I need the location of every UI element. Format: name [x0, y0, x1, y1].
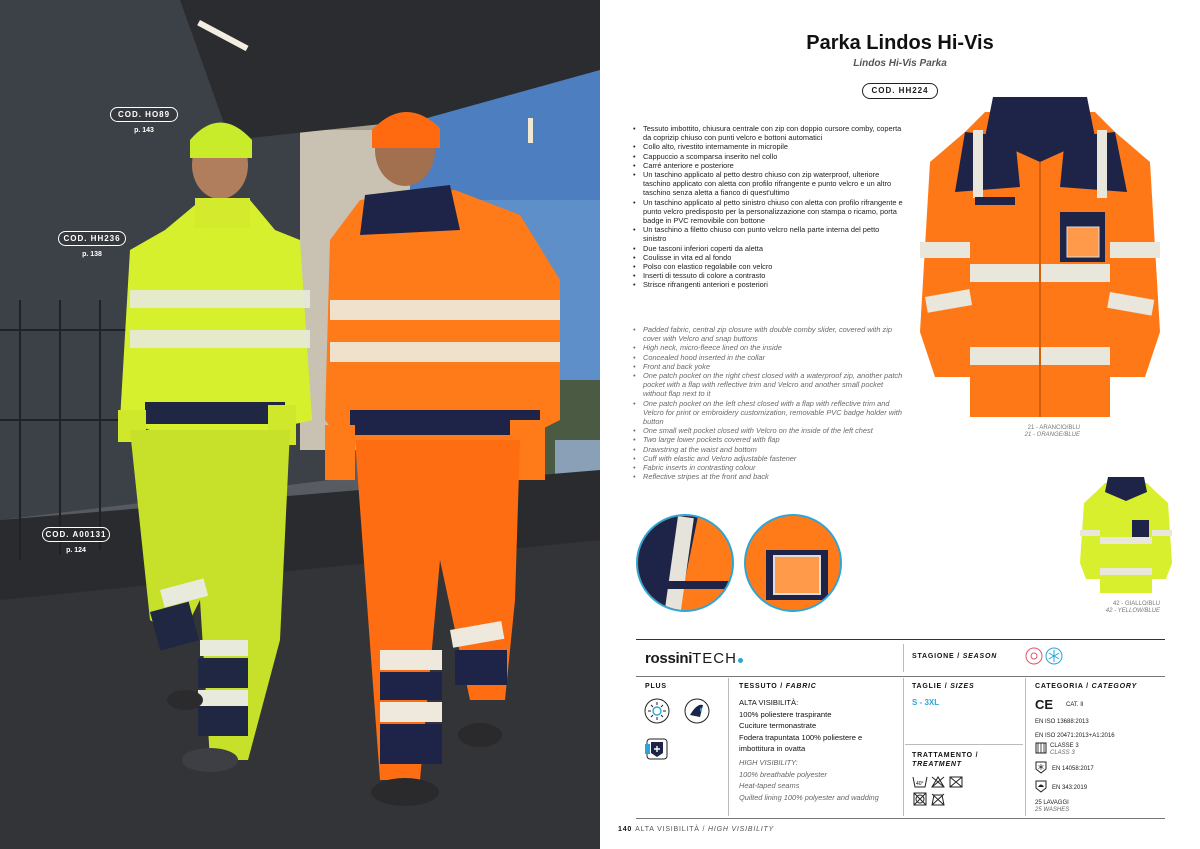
code-badge-hat: COD. HO89 [110, 107, 178, 122]
cold-shield-icon [1035, 761, 1047, 774]
brand-logo-light: TECH [692, 650, 737, 667]
fabric-description-en [739, 757, 899, 803]
divider [728, 678, 729, 816]
fabric-label: TESSUTO / FABRIC [739, 683, 817, 690]
fabric-line: ALTA VISIBILITÀ: [739, 698, 799, 707]
feature-item: • Collo alto, rivestito internamente in micropile [633, 142, 903, 151]
fabric-line-en: Heat-taped seams [739, 781, 800, 790]
class-rating [1050, 743, 1079, 757]
category-label-it: CATEGORIA [1035, 683, 1084, 690]
plus-icons [643, 697, 721, 763]
fabric-line-en: HIGH VISIBILITY: [739, 758, 798, 767]
detail-pocket-image [744, 514, 842, 612]
feature-item-en: • Drawstring at the waist and bottom [633, 445, 903, 454]
table-bottom-rule [636, 818, 1165, 819]
treatment-label: TRATTAMENTO / [912, 752, 979, 759]
features-english [633, 325, 903, 481]
feature-item: • Cappuccio a scomparsa inserito nel collo [633, 152, 903, 161]
color-yellow-it: 42 - GIALLO/BLU [1112, 601, 1160, 607]
feature-item-en: • Fabric inserts in contrasting colour [633, 463, 903, 472]
sizes-label-en: SIZES [950, 683, 975, 690]
washes-en: 25 WASHES [1035, 807, 1070, 813]
page-footer: 140 ALTA VISIBILITÀ / HIGH VISIBILITY [618, 826, 775, 833]
footer-section-it: ALTA VISIBILITÀ [635, 826, 700, 833]
feature-item: • Inserti di tessuto di colore a contrasto [633, 271, 903, 280]
fabric-label-it: TESSUTO [739, 683, 778, 690]
divider [903, 644, 904, 672]
feature-item: • Coulisse in vita ed al fondo [633, 253, 903, 262]
feature-item: • Un taschino applicato al petto sinistro chiuso con aletta con profilo rifrangente e punto velcro predisposto per la personalizzazione con stampa o ricamo, porta badge in PVC removibile con bottone [633, 198, 903, 226]
feature-item-en: • High neck, micro-fleece lined on the inside [633, 343, 903, 352]
code-badge-trousers: COD. A00131 [42, 527, 110, 542]
plus-label: PLUS [645, 683, 667, 690]
rain-shield-icon [1035, 780, 1047, 793]
brand-logo [645, 650, 743, 667]
feature-item: • Due tasconi inferiori coperti da aletta [633, 244, 903, 253]
code-page-hat: p. 143 [134, 127, 154, 134]
fabric-line: Cuciture termonastrate [739, 721, 817, 730]
care-icons [912, 774, 972, 808]
sizes-value: S - 3XL [912, 698, 940, 707]
fabric-line-en: 100% breathable polyester [739, 769, 827, 779]
category-value: CAT. II [1066, 702, 1084, 708]
feature-item-en: • Cuff with elastic and Velcro adjustable fastener [633, 454, 903, 463]
divider [905, 744, 1023, 745]
product-code-badge: COD. HH224 [862, 83, 938, 99]
sizes-label-it: TAGLIE [912, 683, 942, 690]
table-mid-rule [636, 676, 1165, 677]
brand-logo-bold: rossini [645, 650, 693, 667]
feature-item-en: • Front and back yoke [633, 362, 903, 371]
fabric-description-it [739, 697, 899, 755]
fabric-line: 100% poliestere traspirante [739, 709, 832, 719]
feature-item-en: • Concealed hood inserted in the collar [633, 353, 903, 362]
code-page-trousers: p. 124 [66, 547, 86, 554]
category-label: CATEGORIA / CATEGORY [1035, 683, 1138, 690]
washes-it: 25 LAVAGGI [1035, 800, 1069, 806]
feature-item-en: • Padded fabric, central zip closure with double comby slider, covered with zip cover with Velcro and snap buttons [633, 325, 903, 343]
category-label-en: CATEGORY [1091, 683, 1138, 690]
season-label-en: SEASON [962, 653, 998, 660]
treatment-label-en: TREATMENT [912, 761, 962, 768]
feature-item: • Carré anteriore e posteriore [633, 161, 903, 170]
color-caption-orange [990, 425, 1080, 439]
feature-item-en: • Two large lower pockets covered with flap [633, 435, 903, 444]
sizes-label: TAGLIE / SIZES [912, 683, 975, 690]
product-subtitle: Lindos Hi-Vis Parka [853, 58, 947, 69]
parka-yellow-image [1080, 475, 1172, 595]
feature-item: • Polso con elastico regolabile con velcro [633, 262, 903, 271]
code-page-softshell: p. 138 [82, 251, 102, 258]
fabric-line-en: Quilted lining 100% polyester and wadding [739, 792, 879, 802]
feature-item-en: • One patch pocket on the left chest closed with a flap with reflective trim and Velcro for print or embroidery customization, removable PVC badge holder with button [633, 399, 903, 427]
norm-en-14058: EN 14058:2017 [1052, 766, 1094, 772]
color-yellow-en: 42 - YELLOW/BLUE [1105, 608, 1160, 614]
code-badge-softshell: COD. HH236 [58, 231, 126, 246]
sun-icon [1026, 648, 1042, 664]
washes-info [1035, 800, 1069, 814]
norm-iso-13688: EN ISO 13688:2013 [1035, 719, 1089, 725]
brand-dot [738, 658, 743, 663]
feature-item: • Un taschino applicato al petto destro chiuso con zip waterproof, ulteriore taschino applicato con aletta con profilo rifrangente e punto velcro e un altro taschino senza aletta a fianco di quest'ultimo [633, 170, 903, 198]
class-it: CLASSE 3 [1050, 743, 1079, 749]
feature-item: • Un taschino a filetto chiuso con punto velcro nella parte interna del petto sinistro [633, 225, 903, 243]
feature-item: • Tessuto imbottito, chiusura centrale con zip con doppio cursore comby, coperta da coprizip chiuso con punti velcro e bottoni automatici [633, 124, 903, 142]
page-number: 140 [618, 826, 633, 833]
hi-vis-icon [1035, 742, 1047, 754]
color-caption-yellow [1080, 601, 1160, 615]
features-italian [633, 124, 903, 290]
ce-mark: CE [1035, 697, 1054, 712]
feature-item-en: • One patch pocket on the right chest closed with a waterproof zip, another patch pocket with a flap with reflective trim and Velcro and another small pocket without flap next to it [633, 371, 903, 399]
norm-en-343: EN 343:2019 [1052, 785, 1088, 791]
product-title: Parka Lindos Hi-Vis [806, 32, 994, 54]
wash-temp-text: 40° [916, 781, 924, 787]
feature-item-en: • Reflective stripes at the front and back [633, 472, 903, 481]
season-icons [1025, 647, 1065, 665]
feature-item-en: • One small welt pocket closed with Velcro on the inside of the left chest [633, 426, 903, 435]
divider [1025, 678, 1026, 816]
season-label-it: STAGIONE [912, 653, 955, 660]
feature-item: • Strisce rifrangenti anteriori e posteriori [633, 280, 903, 289]
table-top-rule [636, 639, 1165, 640]
fabric-label-en: FABRIC [785, 683, 817, 690]
divider [903, 678, 904, 816]
class-en: CLASS 3 [1050, 750, 1075, 756]
footer-section-en: HIGH VISIBILITY [708, 826, 775, 833]
detail-shoulder-image [636, 514, 734, 612]
color-orange-it: 21 - ARANCIO/BLU [1027, 425, 1080, 431]
parka-orange-image [915, 92, 1165, 422]
fabric-line: Fodera trapuntata 100% poliestere e imbottitura in ovatta [739, 732, 863, 753]
norm-iso-20471: EN ISO 20471:2013+A1:2016 [1035, 733, 1115, 739]
season-label: STAGIONE / SEASON [912, 653, 998, 660]
color-orange-en: 21 - ORANGE/BLUE [1024, 432, 1080, 438]
